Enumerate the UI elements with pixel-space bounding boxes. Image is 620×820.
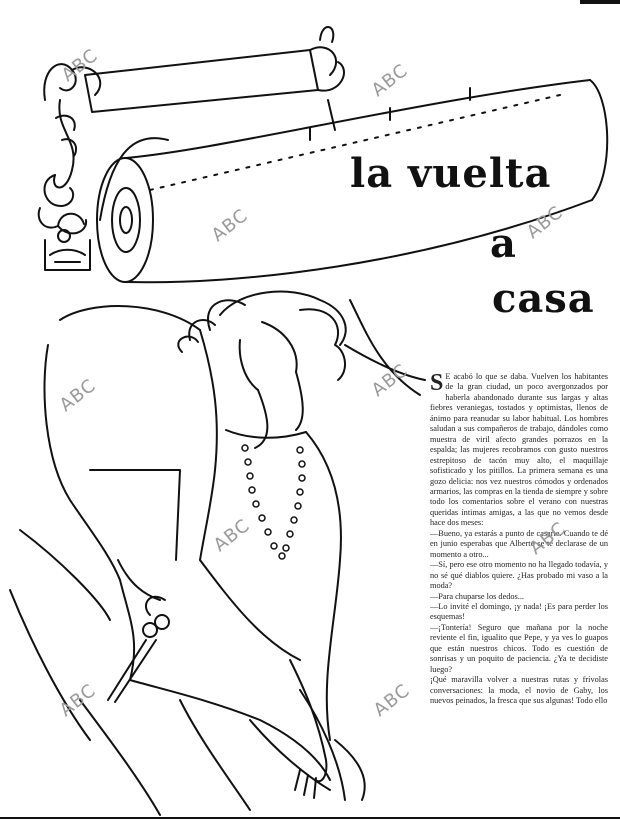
- article-paragraph-6: —¡Tontería! Seguro que mañana por la noche reviente el fin, igualito que Pepe, y ya ves lo guapos que están nuestros chicos. Todo es cuestión de sonrisas y un poquito de paciencia. ¿Ya te decidiste luego?: [430, 622, 608, 674]
- title-line-1: la vuelta: [350, 150, 552, 197]
- abc-watermark: ABC: [207, 204, 253, 247]
- title-line-3: casa: [492, 275, 595, 322]
- fabric-band: [85, 27, 344, 130]
- necklace: [242, 445, 305, 559]
- top-edge-mark: [580, 0, 620, 4]
- abc-watermark: ABC: [367, 359, 413, 402]
- abc-watermark: ABC: [55, 374, 101, 417]
- article-paragraph-5: —Lo invité el domingo, ¡y nada! ¡Es para perder los esquemas!: [430, 601, 608, 622]
- title-line-2: a: [490, 220, 517, 267]
- abc-watermark: ABC: [57, 44, 103, 87]
- article-paragraph-4: —Para chuparse los dedos...: [430, 591, 525, 601]
- article-paragraph-3: —Sí, pero ese otro momento no ha llegado todavía, y no sé qué diablos quiere. ¿Has probado mi vaso a la moda?: [430, 560, 608, 591]
- article-paragraph-2: —Bueno, ya estarás a punto de casarte. Cuando te dé en junio esperabas que Alberto se te declarase de un momento a otro...: [430, 528, 608, 559]
- abc-watermark: ABC: [209, 514, 255, 557]
- article-paragraph-7: ¡Qué maravilla volver a nuestras rutas y frívolas conversaciones: la moda, el novio de Gaby, los nuevos peinados, la fresca que sus algunas! Todo ello: [430, 675, 608, 706]
- article-body: [430, 372, 608, 812]
- ornament-scroll: [39, 64, 101, 270]
- article-paragraph-1: S E acabó lo que se daba. Vuelven los habitantes de la gran ciudad, un poco avergonzados por haberla abandonado durante sus largas y altas fiebres veraniegas, tostados y optimistas, llenos de ánimo para reanudar su labor habitual. Los hombres saludan a sus compañeros de trabajo, dándoles como muestra de viril afecto grandes porrazos en la espalda; las mujeres recobramos con gusto nuestros estrepitoso de tacón muy alto, el maquillaje sofisticado y los pitillos. La primera semana es una gozo delicia: nos vez nuestros cómodos y ordenados armarios, las compras en la tienda de siempre y sobre todo los comentarios sobre el verano con nuestras queridas íntimas amigas, a las que no vemos desde hace dos meses:: [430, 372, 608, 528]
- abc-watermark: ABC: [525, 517, 571, 560]
- abc-watermark: ABC: [522, 201, 568, 244]
- woman-figure: [10, 292, 425, 815]
- abc-watermark: ABC: [369, 679, 415, 722]
- drop-cap: S: [430, 372, 444, 396]
- abc-watermark: ABC: [367, 59, 413, 102]
- abc-watermark: ABC: [55, 679, 101, 722]
